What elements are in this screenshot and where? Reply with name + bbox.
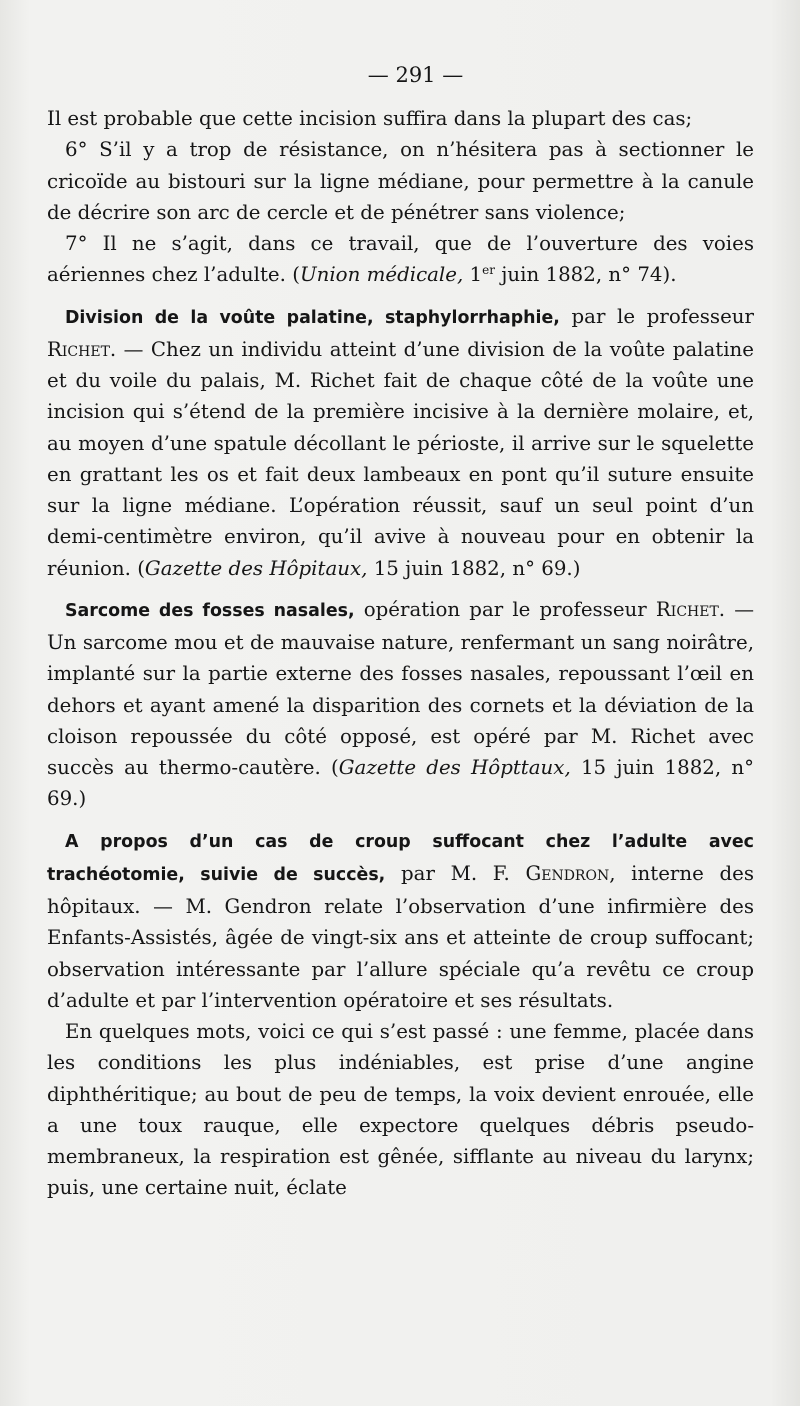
section-body: . — Chez un individu atteint d’une division de la voûte palatine et du voile du palais, M. Richet fait de chaque côté de la voûte une incision qui s’étend de la première incisive à la dernière molaire, et, au moyen d’une spatule décollant le périoste, il arrive sur le squelette en grattant les os et fait deux lambeaux en pont qu’il suture ensuite sur la ligne médiane. L’opération réussit, sauf un seul point d’un demi-centimètre environ, qu’il avive à nouveau pour en obtenir la réunion. ( bbox=[47, 337, 754, 580]
item-7-date-suffix: juin 1882, n° 74). bbox=[494, 263, 677, 287]
author-name: Richet bbox=[655, 597, 719, 621]
paragraph-item-6: 6° S’il y a trop de résistance, on n’hésitera pas à sectionner le cricoïde au bistouri sur la ligne médiane, pour permettre à la canule de décrire son arc de cercle et de pénétrer sans violence; bbox=[47, 138, 754, 224]
item-7-date-prefix: 1 bbox=[463, 263, 483, 287]
section-byline: par M. F. bbox=[385, 861, 526, 885]
paragraph-incision-conclusion: Il est probable que cette incision suffira dans la plupart des cas; bbox=[47, 107, 693, 130]
ordinal-superscript: er bbox=[482, 263, 495, 278]
paragraph-case-summary: En quelques mots, voici ce qui s’est passé : une femme, placée dans les conditions les plus indéniables, est prise d’une angine diphthéritique; au bout de peu de temps, la voix devient enrouée, elle a une toux rauque, elle expectore quelques débris pseudo-membraneux, la respiration est gênée, sifflante au niveau du larynx; puis, une certaine nuit, éclate bbox=[47, 1020, 754, 1200]
journal-citation: Gazette des Hôpttaux, bbox=[338, 756, 571, 779]
paragraph-item-7 bbox=[47, 228, 754, 291]
section-heading: Division de la voûte palatine, staphylorrhaphie, bbox=[65, 307, 560, 328]
section-heading: A propos d’un cas de croup suffocant chez l’adulte avec trachéotomie, suivie de succès, bbox=[47, 831, 754, 885]
section-body: . — Un sarcome mou et de mauvaise nature, renfermant un sang noirâtre, implanté sur la partie externe des fosses nasales, repoussant l’œil en dehors et ayant amené la disparition des cornets et la déviation de la cloison repoussée du côté opposé, est opéré par M. Richet avec succès au thermo-cautère. ( bbox=[47, 597, 754, 779]
section-croup bbox=[47, 825, 754, 1017]
section-byline: opération par le professeur bbox=[354, 597, 656, 621]
author-name: Richet bbox=[47, 337, 110, 361]
item-7-text: 7° Il ne s’agit, dans ce travail, que de l’ouverture des voies aériennes chez l’adulte. ( bbox=[47, 232, 754, 287]
section-body: , interne des hôpitaux. — M. Gendron relate l’observation d’une infirmière des Enfants-Assistés, âgée de vingt-six ans et atteinte de croup suffocant; observation intéressante par l’allure spéciale qu’a revêtu ce croup d’adulte et par l’intervention opératoire et ses résultats. bbox=[47, 861, 755, 1012]
section-sarcome bbox=[47, 594, 754, 815]
journal-citation: Gazette des Hôpitaux, bbox=[144, 556, 368, 580]
citation-date: 15 juin 1882, n° 69.) bbox=[47, 756, 755, 811]
section-byline: par le professeur bbox=[559, 304, 754, 328]
journal-citation: Union médicale, bbox=[299, 263, 464, 287]
citation-date: 15 juin 1882, n° 69.) bbox=[367, 556, 581, 580]
page-number: — 291 — bbox=[367, 63, 464, 87]
section-heading: Sarcome des fosses nasales, bbox=[65, 600, 355, 621]
section-staphylorrhaphie bbox=[47, 301, 754, 584]
author-name: Gendron bbox=[525, 861, 610, 885]
